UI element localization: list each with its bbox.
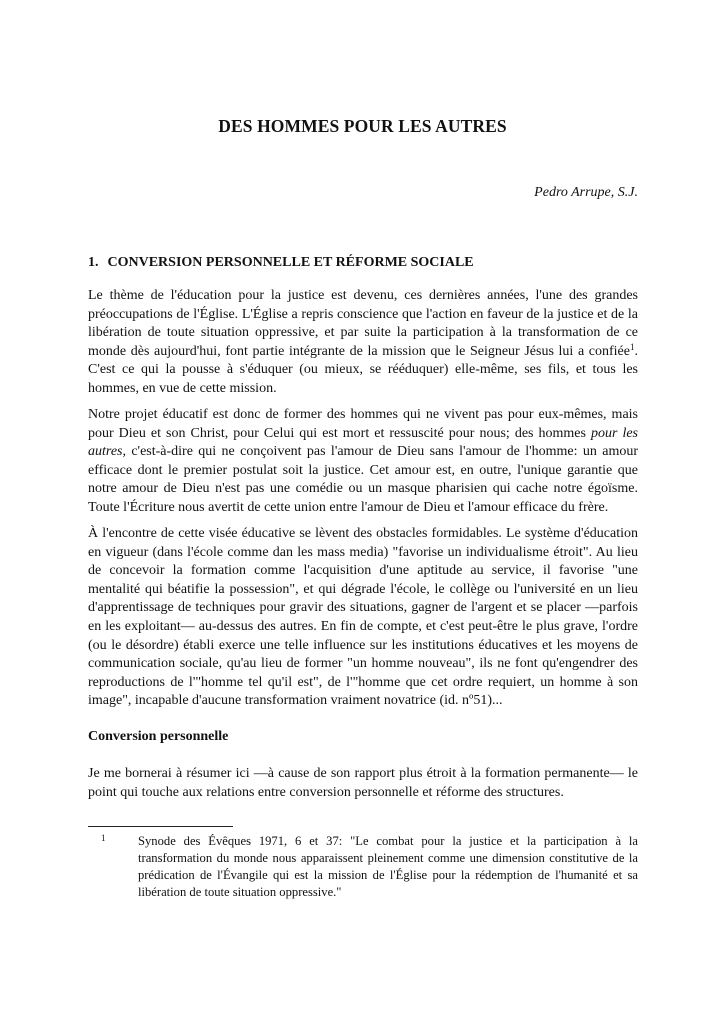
footnote-reference[interactable]: 1 [630, 341, 635, 352]
paragraph-1-text-b: . C'est ce qui la pousse à s'éduquer (ou mieux, se rééduquer) elle-même, ses fils, et tous les hommes, en vue de cette mission. [88, 343, 638, 396]
footnote-separator [88, 826, 233, 827]
paragraph-2 [88, 406, 638, 518]
paragraph-2-italic: pour les autres, [88, 425, 639, 460]
subsection-heading: Conversion personnelle [88, 729, 229, 744]
paragraph-1 [88, 287, 638, 399]
paragraph-4: Je me bornerai à résumer ici —à cause de son rapport plus étroit à la formation permanente— le point qui touche aux relations entre conversion personnelle et réforme des structures. [88, 766, 638, 800]
section-number: 1. [88, 255, 99, 270]
footnote: 1 Synode des Évêques 1971, 6 et 37: "Le combat pour la justice et la participation à la transformation du monde nous apparaissent pleinement comme une dimension constitutive de la prédication de l'Évangile qui est la mission de l'Église pour la rédemption de l'humanité et sa libération de toute situation oppressive." [101, 833, 638, 899]
paragraph-1-text-a: Le thème de l'éducation pour la justice est devenu, ces dernières années, l'une des grandes préoccupations de l'Église. L'Église a repris conscience que l'action en faveur de la justice et de la libération de toute situation oppressive, et par suite la participation à la transformation de ce monde dès aujourd'hui, font partie intégrante de la mission que le Seigneur Jésus lui a confiée [88, 288, 638, 359]
author-name: Pedro Arrupe, S.J. [534, 185, 638, 200]
document-title: DES HOMMES POUR LES AUTRES [218, 116, 507, 136]
paragraph-2-text-b: c'est-à-dire qui ne conçoivent pas l'amour de Dieu sans l'amour de l'homme: un amour efficace dont le premier postulat soit la justice. Cet amour est, en outre, l'unique garantie que notre amour de Dieu n'est pas une comédie ou un masque pharisien qui cache notre égoïsme. Toute l'Écriture nous avertit de cette union entre l'amour de Dieu et l'amour efficace du frère. [88, 444, 638, 515]
section-title: CONVERSION PERSONNELLE ET RÉFORME SOCIALE [107, 255, 474, 270]
section-heading [88, 255, 474, 271]
paragraph-2-text-a: Notre projet éducatif est donc de former des hommes qui ne vivent pas pour eux-mêmes, mais pour Dieu et son Christ, pour Celui qui est mort et ressuscité pour nous; des hommes [88, 407, 638, 441]
footnote-text: Synode des Évêques 1971, 6 et 37: "Le combat pour la justice et la participation à la transformation du monde nous apparaissent pleinement comme une dimension constitutive de la prédication de l'Évangile qui est la mission de l'Église pour la rédemption de l'humanité et sa libération de toute situation oppressive." [138, 834, 638, 899]
paragraph-3: À l'encontre de cette visée éducative se lèvent des obstacles formidables. Le système d'éducation en vigueur (dans l'école comme dan les mass media) "favorise un individualisme étroit". Au lieu de concevoir la formation comme l'acquisition d'une aptitude au service, il favorise "une mentalité qui béatifie la possession", et qui dégrade l'école, le collège ou l'université en un lieu d'apprentissage de techniques pour gravir des situations, gagner de l'argent et se placer —parfois en les exploitant— au-dessus des autres. En fin de compte, et c'est peut-être le plus grave, l'ordre (ou le désordre) établi exerce une telle influence sur les institutions éducatives et les moyens de communication sociale, qu'au lieu de former "un homme nouveau", ils ne font qu'engendrer des reproductions de l'"homme tel qu'il est", de l'"homme que cet ordre requiert, un homme à son image", incapable d'aucune transformation vraiment novatrice (id. nº51)... [88, 526, 638, 709]
